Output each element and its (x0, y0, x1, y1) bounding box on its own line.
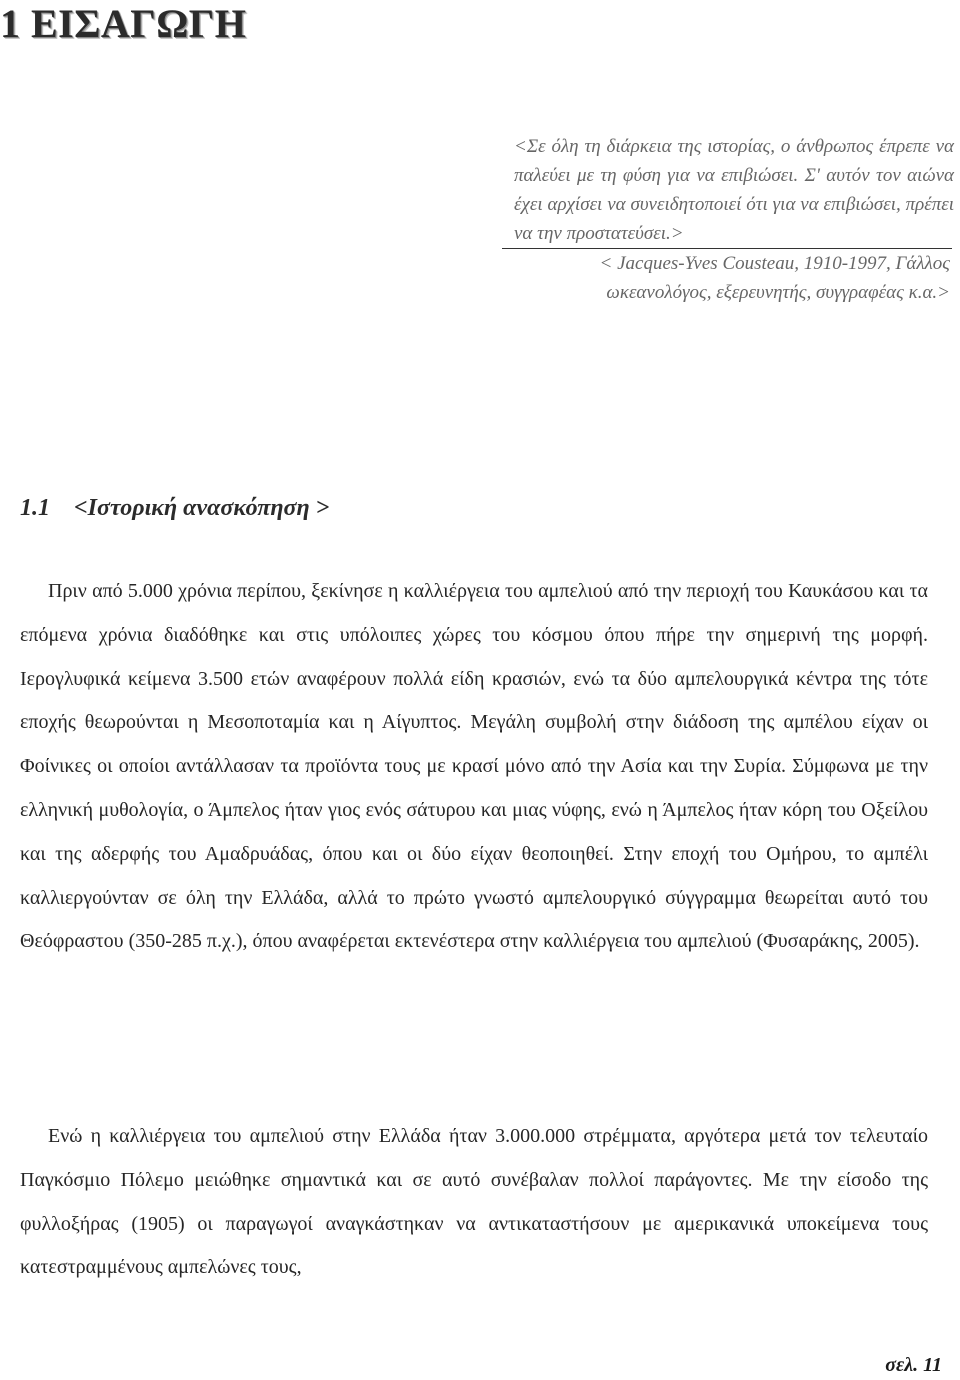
body-paragraph: Ενώ η καλλιέργεια του αμπελιού στην Ελλάδα ήταν 3.000.000 στρέμματα, αργότερα μετά τον τελευταίο Παγκόσμιο Πόλεμο μειώθηκε σημαντικά και σε αυτό συνέβαλαν πολλοί παράγοντες. Με την είσοδο της φυλλοξήρας (1905) οι παραγωγοί αναγκάστηκαν να αντικαταστήσουν με αμερικανικά υποκείμενα τους κατεστραμμένους αμπελώνες τους, (20, 1125, 928, 1279)
section-title: <Ιστορική ανασκόπηση > (74, 495, 330, 521)
body-paragraph: Πριν από 5.000 χρόνια περίπου, ξεκίνησε η καλλιέργεια του αμπελιού από την περιοχή του Καυκάσου και τα επόμενα χρόνια διαδόθηκε και στις υπόλοιπες χώρες του κόσμου όπου πήρε την σημερινή της μορφή. Ιερογλυφικά κείμενα 3.500 ετών αναφέρουν πολλά είδη κρασιών, ενώ τα δύο αμπελουργικά κέντρα της τότε εποχής θεωρούνται η Μεσοποταμία και η Αίγυπτος. Μεγάλη συμβολή στην διάδοση της αμπέλου είχαν οι Φοίνικες οι οποίοι αντάλλασαν τα προϊόντα τους με κρασί μόνο από την Ασία και την Συρία. Σύμφωνα με την ελληνική μυθολογία, ο Άμπελος ήταν γιος ενός σάτυρου και μιας νύφης, ενώ η Άμπελος ήταν κόρη του Οξείλου και της αδερφής του Αμαδρυάδας, όπου και οι δύο είχαν θεοποιηθεί. Στην εποχή του Ομήρου, το αμπέλι καλλιεργούνταν σε όλη την Ελλάδα, αλλά το πρώτο γνωστό αμπελουργικό σύγγραμμα θεωρείται αυτό του Θεόφραστου (350-285 π.χ.), όπου αναφέρεται εκτενέστερα στην καλλιέργεια του αμπελιού (Φυσαράκης, 2005). (20, 580, 928, 953)
section-heading (20, 492, 329, 524)
page-number: σελ. 11 (885, 1354, 942, 1376)
chapter-title: 1 ΕΙΣΑΓΩΓΗ (0, 1, 247, 46)
section-number: 1.1 (20, 495, 50, 521)
epigraph-author: < Jacques-Yves Cousteau, 1910-1997, Γάλλος ωκεανολόγος, εξερευνητής, συγγραφέας κ.α.> (599, 253, 950, 303)
epigraph (508, 132, 954, 307)
epigraph-quote: <Σε όλη τη διάρκεια της ιστορίας, ο άνθρωπος έπρεπε να παλεύει με τη φύση για να επιβιώσει. Σ' αυτόν τον αιώνα έχει αρχίσει να συνειδητοποιεί ότι για να επιβιώσει, πρέπει να την προστατεύσει.> (514, 136, 954, 244)
